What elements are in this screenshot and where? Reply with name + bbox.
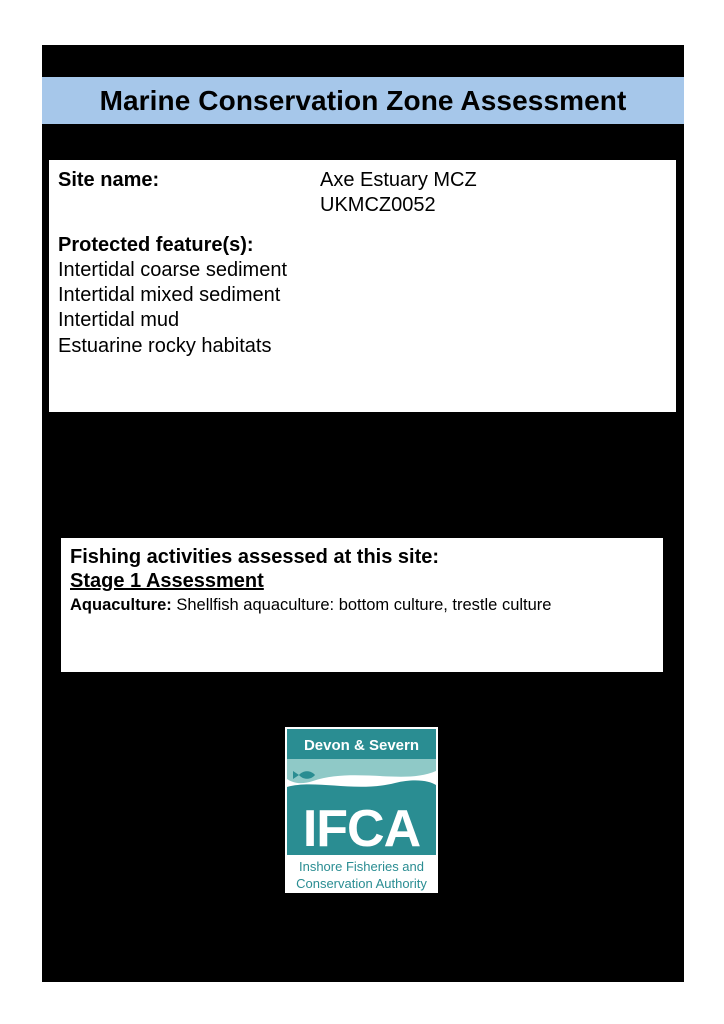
fishing-heading: Fishing activities assessed at this site: (70, 546, 440, 568)
feature-item: Intertidal mixed sediment (58, 284, 281, 306)
logo-sub-line1: Inshore Fisheries and (298, 859, 425, 874)
ifca-logo (285, 727, 438, 893)
feature-item: Intertidal coarse sediment (58, 259, 288, 281)
fishing-activities-box (61, 538, 663, 672)
activity-line (70, 595, 551, 615)
ifca-logo-graphic (285, 727, 438, 893)
protected-features-label: Protected feature(s): (58, 234, 254, 256)
site-code-value: UKMCZ0052 (320, 194, 436, 216)
site-name-label: Site name: (58, 169, 160, 191)
stage-heading: Stage 1 Assessment (70, 570, 264, 592)
activity-label: Aquaculture: (70, 596, 172, 614)
feature-item: Estuarine rocky habitats (58, 335, 272, 357)
site-name-value: Axe Estuary MCZ (320, 169, 477, 191)
logo-top-text: Devon & Severn (303, 737, 420, 754)
title-bar (42, 77, 684, 124)
site-info-box (49, 160, 676, 412)
logo-sub-line2: Conservation Authority (296, 876, 427, 891)
feature-item: Intertidal mud (58, 309, 180, 331)
page-title: Marine Conservation Zone Assessment (99, 84, 627, 116)
activity-text: Shellfish aquaculture: bottom culture, trestle culture (176, 596, 552, 614)
logo-main-text: IFCA (302, 800, 421, 858)
